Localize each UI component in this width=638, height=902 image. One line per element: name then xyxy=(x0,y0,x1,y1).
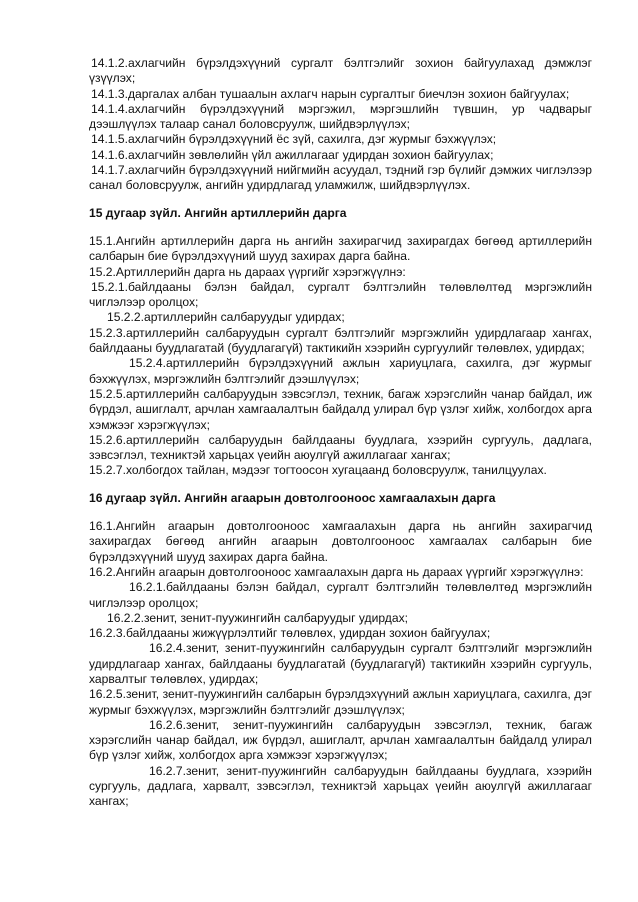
paragraph-15-1: 15.1.Ангийн артиллерийн дарга нь ангийн захирагчид захирагдах бөгөөд артиллерийн салбарын бие бүрэлдэхүүний шууд захирах дарга байна. xyxy=(89,233,592,264)
paragraph-16-2-5: 16.2.5.зенит, зенит-пуужингийн салбарын бүрэлдэхүүний ажлын хариуцлага, сахилга, дэг журмыг бэхжүүлэх, мэргэжлийн бэлтгэлийг дээшлүүлэх; xyxy=(89,687,592,717)
paragraph-16-2-4: 16.2.4.зенит, зенит-пуужингийн салбаруудын сургалт бэлтгэлийг мэргэжлийн удирдлагаар хангах, байлдааны буудлагатай (буудлагагүй) тактикийн хээрийн сургууль, харвалтыг төлөвлөх, удирдах; xyxy=(89,641,592,686)
paragraph-15-2-7: 15.2.7.холбогдох тайлан, мэдээг тогтоосон хугацаанд боловсруулж, танилцуулах. xyxy=(89,463,547,478)
paragraph-14-1-3: 14.1.3.даргалах албан тушаалын ахлагч нарын сургалтыг биечлэн зохион байгуулах; xyxy=(91,86,570,101)
paragraph-14-1-4: 14.1.4.ахлагчийн бүрэлдэхүүний мэргэжил, мэргэшлийн түвшин, ур чадварыг дээшлүүлэх талаар санал боловсруулж, шийдвэрлүүлэх; xyxy=(89,101,592,132)
paragraph-14-1-2: 14.1.2.ахлагчийн бүрэлдэхүүний сургалт бэлтгэлийг зохион байгуулахад дэмжлэг үзүүлэх; xyxy=(89,56,592,86)
paragraph-15-2-2: 15.2.2.артиллерийн салбаруудыг удирдах; xyxy=(107,310,345,325)
paragraph-16-2-1: 16.2.1.байлдааны бэлэн байдал, сургалт бэлтгэлийн төлөвлөлтөд мэргэжлийн чиглэлээр оролцох; xyxy=(89,580,592,610)
article-16-heading: 16 дугаар зүйл. Ангийн агаарын довтолгооноос хамгаалахын дарга xyxy=(89,490,496,505)
paragraph-15-2-5: 15.2.5.артиллерийн салбаруудын зэвсэглэл, техник, багаж хэрэгслийн чанар байдал, иж бүрдэл, ашиглалт, арчлан хамгаалалтын байдалд улирал бүр үзлэг хийж, холбогдох арга хэмжээг хэрэгжүүлэх; xyxy=(89,386,592,432)
paragraph-15-2: 15.2.Артиллерийн дарга нь дараах үүргийг хэрэгжүүлнэ: xyxy=(89,264,406,279)
paragraph-15-2-4: 15.2.4.артиллерийн бүрэлдэхүүний ажлын хариуцлага, сахилга, дэг журмыг бэхжүүлэх, мэргэжлийн бэлтгэлийг дээшлүүлэх; xyxy=(89,356,592,386)
article-15-heading: 15 дугаар зүйл. Ангийн артиллерийн дарга xyxy=(89,205,347,220)
paragraph-14-1-7: 14.1.7.ахлагчийн бүрэлдэхүүний нийгмийн асуудал, тэдний гэр бүлийг дэмжих чиглэлээр санал боловсруулж, ангийн удирдлагад уламжилж, шийдвэрлүүлэх. xyxy=(89,163,592,193)
paragraph-16-1: 16.1.Ангийн агаарын довтолгооноос хамгаалахын дарга нь ангийн захирагчид захирагдах бөгөөд ангийн агаарын довтолгооноос хамгаалах салбарын бие бүрэлдэхүүний шууд захирах дарга байна. xyxy=(89,519,592,564)
paragraph-15-2-3: 15.2.3.артиллерийн салбаруудын сургалт бэлтгэлийг мэргэжлийн удирдлагаар хангах, байлдааны буудлагатай (буудлагагүй) тактикийн хээрийн сургуулийг төлөвлөх, удирдах; xyxy=(89,325,592,356)
paragraph-16-2: 16.2.Ангийн агаарын довтолгооноос хамгаалахын дарга нь дараах үүргийг хэрэгжүүлнэ: xyxy=(89,564,584,579)
paragraph-15-2-6: 15.2.6.артиллерийн салбаруудын байлдааны буудлага, хээрийн сургууль, дадлага, зэвсэглэл, техниктэй харьцах үеийн аюулгүй ажиллагааг хангах; xyxy=(89,432,592,463)
paragraph-16-2-6: 16.2.6.зенит, зенит-пуужингийн салбаруудын зэвсэглэл, техник, багаж хэрэгслийн чанар байдал, иж бүрдэл, ашиглалт, арчлан хамгаалалтын байдалд улирал бүр үзлэг хийж, холбогдох арга хэмжээг хэрэгжүүлэх; xyxy=(89,717,592,763)
paragraph-16-2-3: 16.2.3.байлдааны жижүүрлэлтийг төлөвлөх, удирдан зохион байгуулах; xyxy=(89,626,491,641)
paragraph-16-2-7: 16.2.7.зенит, зенит-пуужингийн салбаруудын байлдааны буудлага, хээрийн сургууль, дадлага, харвалт, зэвсэглэл, техниктэй харьцах үеийн аюулгүй ажиллагааг хангах; xyxy=(89,763,592,809)
paragraph-16-2-2: 16.2.2.зенит, зенит-пуужингийн салбаруудыг удирдах; xyxy=(107,610,408,625)
paragraph-14-1-5: 14.1.5.ахлагчийн бүрэлдэхүүний ёс зүй, сахилга, дэг журмыг бэхжүүлэх; xyxy=(91,132,497,147)
paragraph-14-1-6: 14.1.6.ахлагчийн зөвлөлийн үйл ажиллагааг удирдан зохион байгуулах; xyxy=(91,147,494,162)
paragraph-15-2-1: 15.2.1.байлдааны бэлэн байдал, сургалт бэлтгэлийн төлөвлөлтөд мэргэжлийн чиглэлээр оролцох; xyxy=(89,279,592,310)
